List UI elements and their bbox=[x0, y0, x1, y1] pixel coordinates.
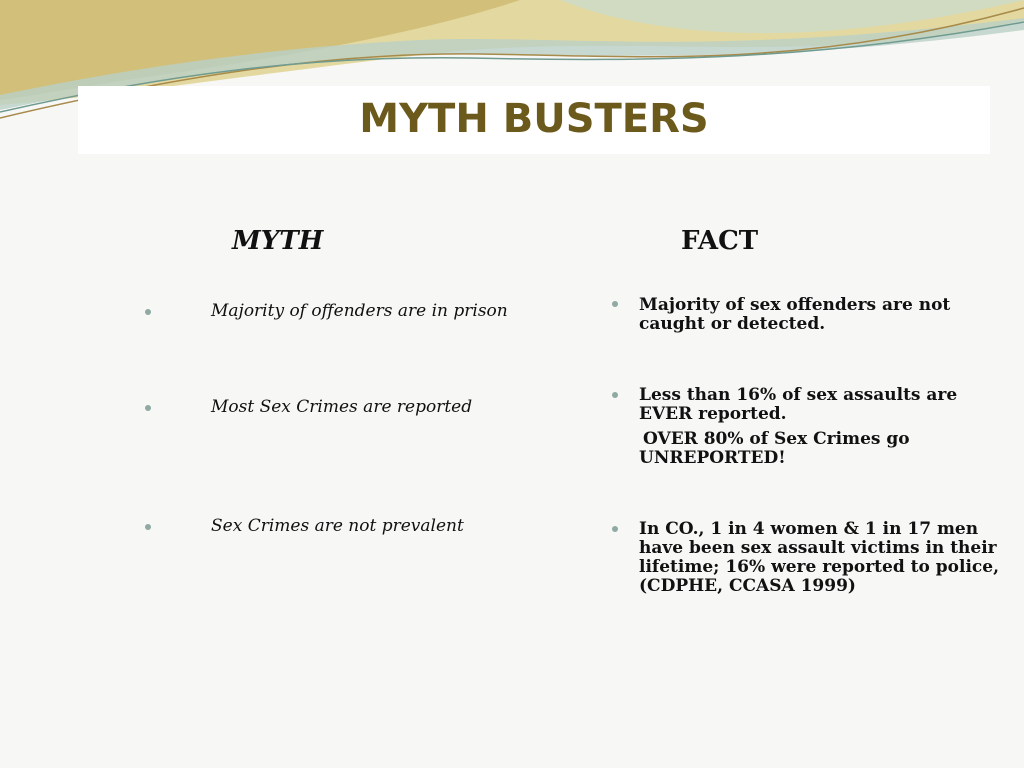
bullet-icon bbox=[612, 392, 618, 398]
myth-item: Most Sex Crimes are reported bbox=[211, 397, 473, 417]
myth-item: Sex Crimes are not prevalent bbox=[211, 516, 464, 536]
fact-item: Less than 16% of sex assaults are EVER reported. bbox=[639, 385, 958, 424]
bullet-icon bbox=[612, 301, 618, 307]
bullet-icon bbox=[145, 309, 151, 315]
fact-column-heading: FACT bbox=[681, 226, 759, 256]
myth-column-heading: MYTH bbox=[232, 226, 324, 256]
bullet-icon bbox=[145, 405, 151, 411]
myth-item: Majority of offenders are in prison bbox=[211, 301, 508, 321]
fact-item: OVER 80% of Sex Crimes go UNREPORTED! bbox=[639, 429, 910, 468]
page-title: MYTH BUSTERS bbox=[359, 96, 709, 142]
fact-item: Majority of sex offenders are not caught or detected. bbox=[639, 295, 951, 334]
bullet-icon bbox=[145, 524, 151, 530]
fact-item: In CO., 1 in 4 women & 1 in 17 men have been sex assault victims in their lifetime; 16% were reported to police, (CDPHE, CCASA 1999) bbox=[639, 519, 999, 596]
bullet-icon bbox=[612, 526, 618, 532]
